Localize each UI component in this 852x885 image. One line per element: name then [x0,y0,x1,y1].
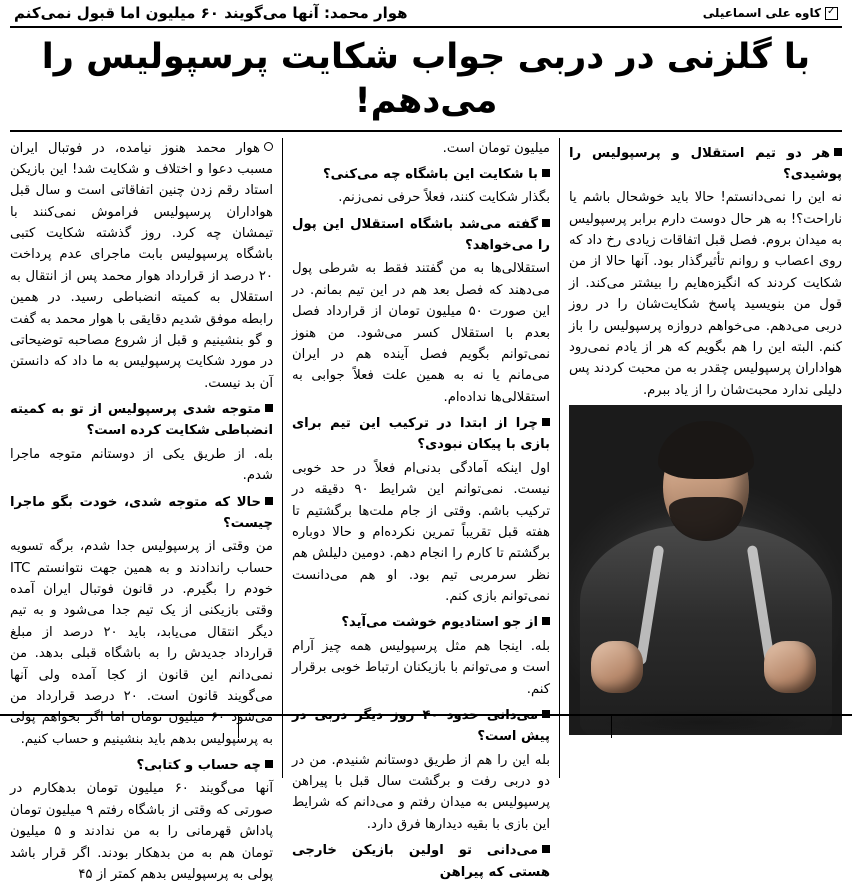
bullet-icon [542,219,550,227]
question: می‌دانی حدود ۴۰ روز دیگر دربی در پیش است؟ [292,707,550,745]
column-left [10,138,282,882]
bullet-icon [542,418,550,426]
question: حالا که متوجه شدی، خودت بگو ماجرا چیست؟ [10,494,273,531]
answer: استقلالی‌ها به من گفتند فقط به شرطی پول می‌دهند که فصل بعد هم در این تیم بمانم. در این صورت ۵۰ میلیون تومان از قرارداد فصل بعدم با استقلال کسر می‌شود. من هنوز نمی‌توانم بگویم فصل آینده هم در ایران می‌مانم یا نه به همین علت فعلاً جوابی به استقلالی‌ها نداده‌ام. [292,261,550,405]
answer: بله. از طریق یکی از دوستانم متوجه ماجرا شدم. [10,446,273,484]
bottom-cell-3 [0,716,238,738]
question: هر دو تیم استقلال و پرسپولیس را پوشیدی؟ [569,145,842,182]
question: متوجه شدی پرسپولیس از تو به کمیته انضباطی شکایت کرده است؟ [10,402,273,439]
photo-background [569,405,842,735]
column-middle [282,138,560,880]
question: چه حساب و کتابی؟ [10,755,273,776]
answer: من وقتی از پرسپولیس جدا شدم، برگه تسویه حساب راندادند و به همین جهت نتوانستم ITC خودم را بگیرم. در قانون فوتبال ایران آمده وقتی بازیکنی از یک تیم جدا می‌شود و به تیم دیگر انتقال می‌یابد، باید ۲۰ درصد از مبلغ قرارداد جدیدش را به باشگاه قبلی بدهد. من نمی‌دانم این قانون از کجا آمده ولی آنها می‌گویند قانون است. ۲۰ درصد قرارداد من می‌شود ۶۰ میلیون تومان اما اگر بخواهم پولی به پرسپولیس بدهم باید بنشینیم و حساب کنیم. [10,539,274,747]
bullet-icon [542,169,550,177]
bullet-icon [265,760,273,768]
bottom-cell-2 [238,716,611,738]
question: با شکایت این باشگاه چه می‌کنی؟ [292,164,550,185]
bullet-icon [542,845,550,853]
bottom-cell-1 [611,716,852,738]
check-box-icon [825,7,838,20]
article-photo [569,405,842,735]
question: از جو استادیوم خوشت می‌آید؟ [292,612,550,633]
question: چرا از ابتدا در ترکیب این تیم برای بازی با پیکان نبودی؟ [292,416,550,453]
bullet-icon [542,617,550,625]
lead-bullet-icon [264,142,273,151]
photo-torso [580,525,832,735]
article-body [10,138,842,882]
answer: اول اینکه آمادگی بدنی‌ام فعلاً در حد خوبی نیست. نمی‌توانم این شرایط ۹۰ دقیقه در ترکیب باشم. وقتی از جام ملت‌ها برگشتیم تا هفته قبل تقریباً تمرین نکرده‌ام و حالا دوباره برگشتم تا کارم را انجام دهم. دومین دلیلش هم نظر سرمربی تیم بود. او هم می‌دانست نمی‌توانم بازی کنم. [292,460,550,604]
question: می‌دانی تو اولین بازیکن خارجی هستی که پیراهن [292,843,550,880]
answer: بله این را هم از طریق دوستانم شنیدم. من در دو دربی رفت و برگشت سال قبل با پیراهن پرسپولیس به میدان رفتم و می‌دانم که شرایط این بازی با بقیه دیدارها فرق دارد. [292,752,550,832]
kicker-text: هوار محمد: آنها می‌گویند ۶۰ میلیون اما قبول نمی‌کنم [14,4,408,22]
answer: نه این را نمی‌دانستم! حالا باید خوشحال باشم یا ناراحت؟! به هر حال دوست دارم برابر پرسپولیس به میدان بروم. فصل قبل اتفاقات زیادی رخ داد که روی اعصاب و روانم تأثیرگذار بود. آنها حالا از من شکایت کردند که انگیزه‌هایم را بیشتر می‌کند. از قول من بنویسید پاسخ شکایت‌شان را در روز دربی می‌دهم. می‌خواهم دروازه پرسپولیس را باز کنم. البته این را هم بگویم که هر از یادم نمی‌رود هواداران پرسپولیس چقدر به من محبت کردند پس دلیلی ندارد محبت‌شان را از یاد ببرم. [569,190,842,398]
byline [703,6,838,20]
photo-fist-right [764,641,816,693]
bullet-icon [265,497,273,505]
continued-text: میلیون تومان است. [442,140,550,156]
page-title: با گلزنی در دربی جواب شکایت پرسپولیس را می‌دهم! [10,28,842,132]
lead-paragraph: هوار محمد هنوز نیامده، در فوتبال ایران مسبب دعوا و اختلاف و شکایت شد! این بازیکن استاد رقم زدن چنین اتفاقاتی است و سال قبل هواداران پرسپولیس فراموش نمی‌کنند با تیمشان چه کرد. روز گذشته شکایت کتبی باشگاه پرسپولیس بابت ماجرای عدم پرداخت ۲۰ درصد از قرارداد هوار محمد پس از انتقال به استقلال به کمیته انضباطی رسید. در همین رابطه موفق شدیم دقایقی با هوار محمد به گفت و گو بنشینیم و قبل از شروع مصاحبه توضیحاتی در مورد شکایت پرسپولیس به ما داد که دانستن آن بد نیست. [10,140,273,391]
question: گفته می‌شد باشگاه استقلال این پول را می‌خواهد؟ [292,216,550,253]
column-right [560,138,842,778]
answer: آنها می‌گویند ۶۰ میلیون تومان بدهکارم در صورتی که وقتی از باشگاه رفتم ۹ میلیون تومان پاداش قهرمانی را به من ندادند و ۵ میلیون تومان هم به من بدهکار بودند. اگر قرار باشد پولی به پرسپولیس بدهم کمتر از ۴۵ [10,781,273,882]
bottom-strip [0,714,852,738]
top-bar [10,0,842,28]
bullet-icon [834,148,842,156]
photo-hair [658,421,754,479]
byline-author: کاوه علی اسماعیلی [702,6,821,20]
answer: بگذار شکایت کنند، فعلاً حرفی نمی‌زنم. [338,190,550,206]
answer: بله. اینجا هم مثل پرسپولیس همه چیز آرام است و می‌توانم با بازیکنان ارتباط خوبی برقرار کنم. [292,638,550,697]
photo-fist-left [591,641,643,693]
bullet-icon [265,404,273,412]
